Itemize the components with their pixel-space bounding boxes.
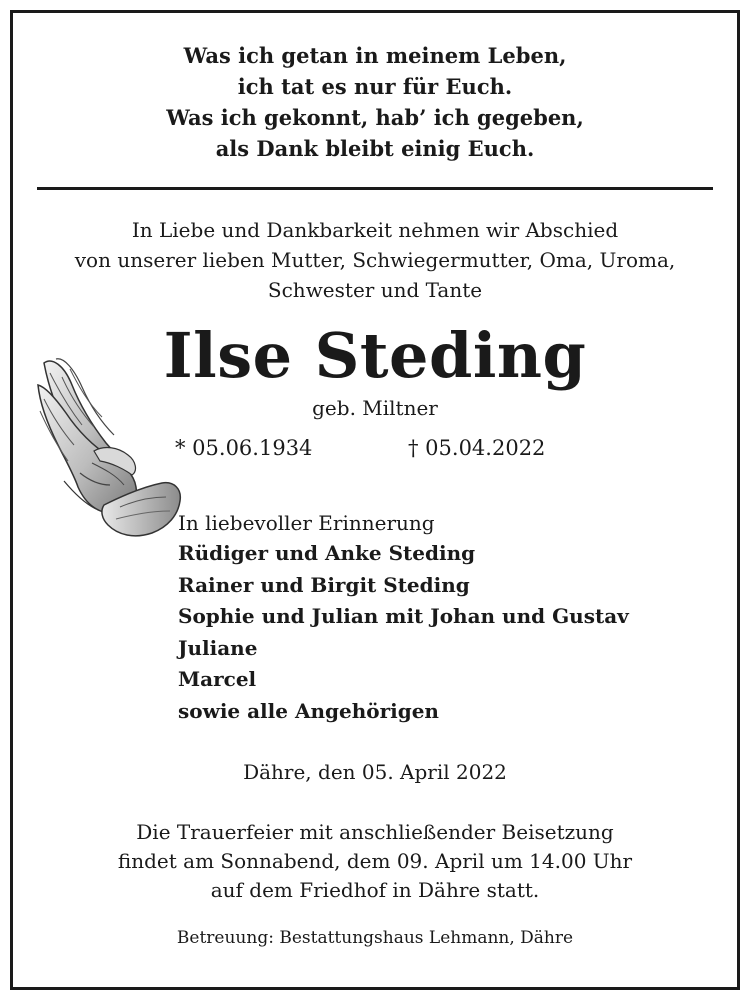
intro-line: In Liebe und Dankbarkeit nehmen wir Abschied bbox=[131, 218, 619, 242]
funeral-service-info bbox=[0, 818, 750, 905]
family-lead: In liebevoller Erinnerung bbox=[178, 511, 435, 535]
praying-hands-icon bbox=[34, 355, 184, 540]
family-member: Sophie und Julian mit Johan und Gustav bbox=[178, 604, 629, 628]
service-line: Die Trauerfeier mit anschließender Beisetzung bbox=[136, 820, 614, 844]
intro-line: Schwester und Tante bbox=[267, 278, 483, 302]
intro-text bbox=[0, 215, 750, 305]
service-line: auf dem Friedhof in Dähre statt. bbox=[210, 878, 540, 902]
poem-line: ich tat es nur für Euch. bbox=[237, 74, 513, 99]
family-member: Marcel bbox=[178, 667, 257, 691]
deceased-name: Ilse Steding bbox=[163, 319, 587, 392]
service-line: findet am Sonnabend, dem 09. April um 14.00 Uhr bbox=[117, 849, 633, 873]
maiden-name: geb. Miltner bbox=[312, 396, 438, 420]
poem-line: als Dank bleibt einig Euch. bbox=[215, 136, 535, 161]
birth-date: * 05.06.1934 bbox=[175, 436, 313, 460]
intro-line: von unserer lieben Mutter, Schwiegermutter, Oma, Uroma, bbox=[74, 248, 676, 272]
family-signatures bbox=[178, 508, 723, 727]
poem-line: Was ich gekonnt, hab’ ich gegeben, bbox=[166, 105, 584, 130]
poem-line: Was ich getan in meinem Leben, bbox=[183, 43, 567, 68]
family-member: sowie alle Angehörigen bbox=[178, 698, 439, 723]
family-member: Rüdiger und Anke Steding bbox=[178, 541, 476, 565]
divider bbox=[37, 187, 713, 190]
undertaker-credit: Betreuung: Bestattungshaus Lehmann, Dähre bbox=[176, 928, 574, 948]
family-member: Rainer und Birgit Steding bbox=[178, 572, 470, 597]
family-member: Juliane bbox=[178, 635, 258, 660]
poem bbox=[0, 40, 750, 164]
death-date: † 05.04.2022 bbox=[408, 436, 546, 460]
place-date: Dähre, den 05. April 2022 bbox=[243, 760, 507, 784]
